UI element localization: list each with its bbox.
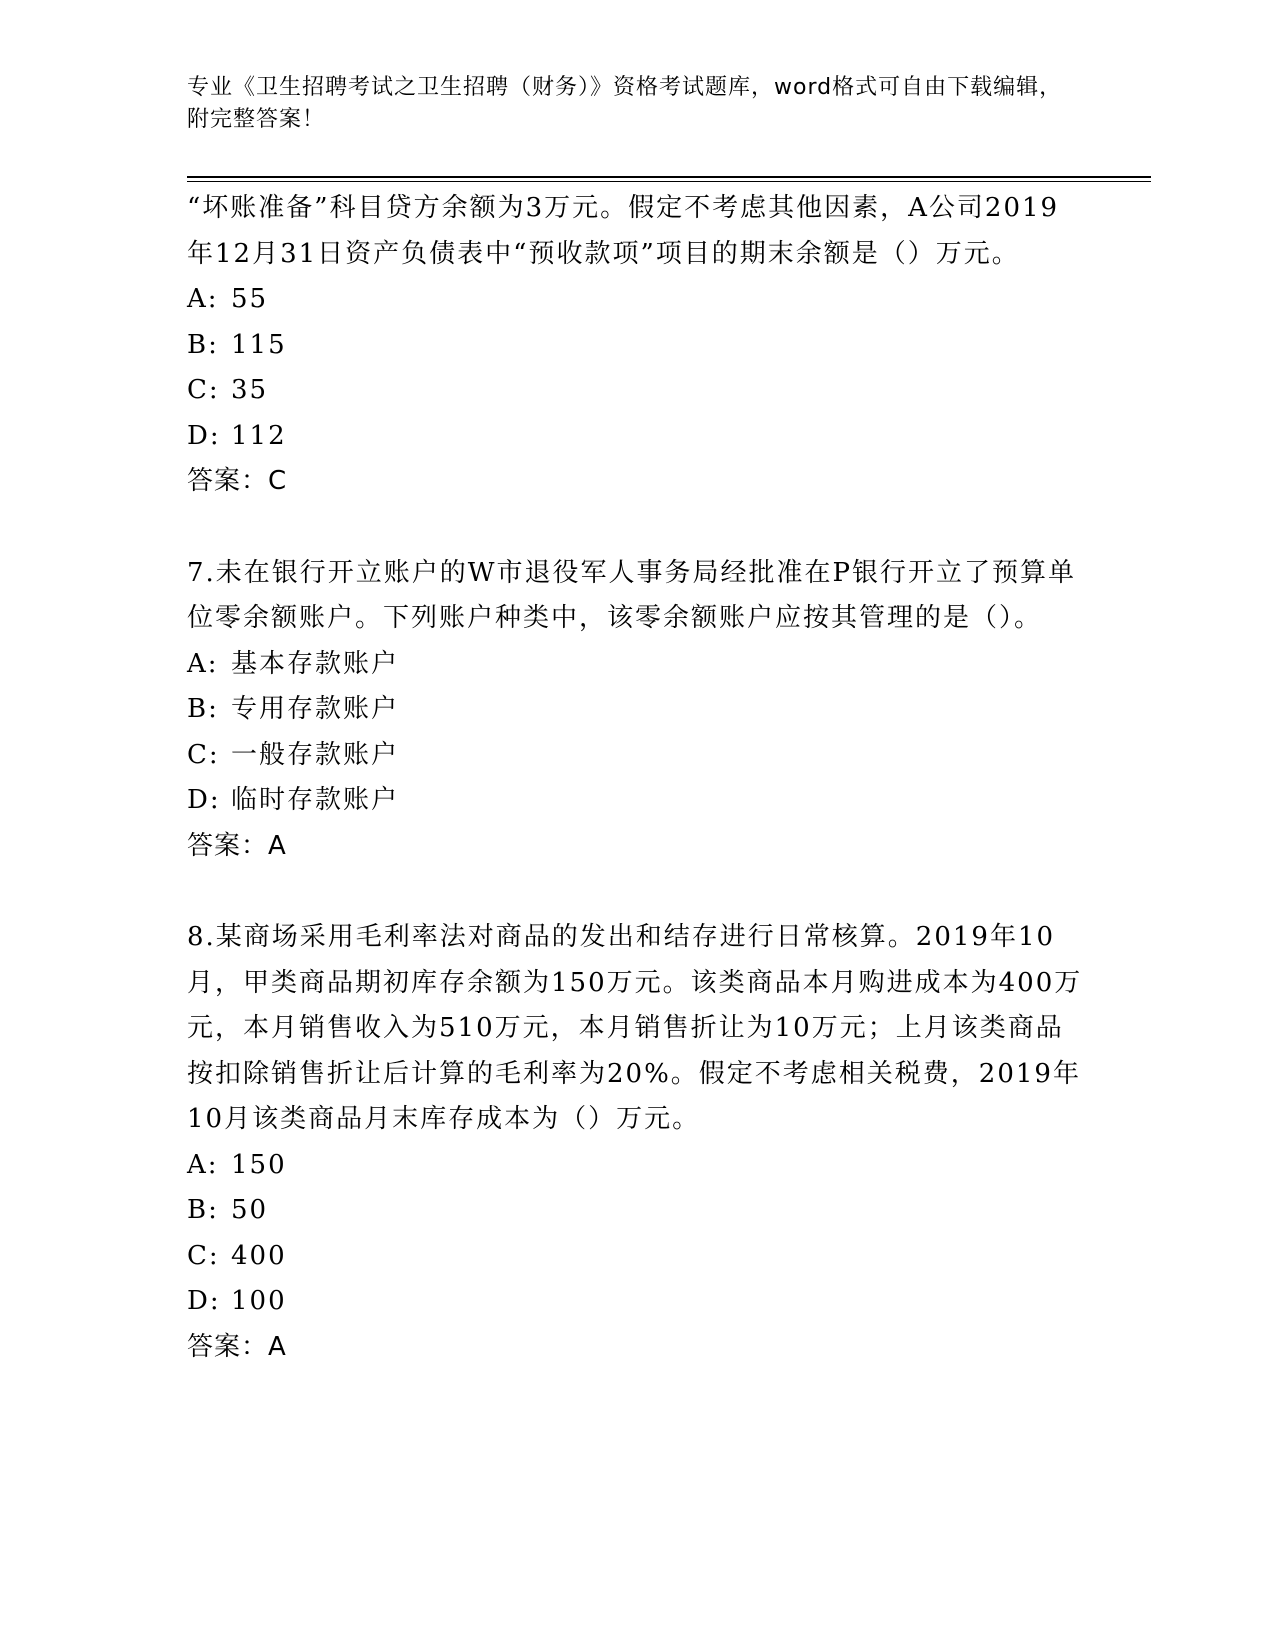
question-7 <box>187 551 1087 870</box>
header-rule-thick <box>187 176 1151 178</box>
answer: 答案：A <box>187 830 287 861</box>
option-c <box>187 733 1087 779</box>
option-b <box>187 1188 1087 1234</box>
option-a <box>187 1143 1087 1189</box>
option-text: 115 <box>231 329 287 360</box>
option-text: 50 <box>231 1195 269 1225</box>
answer: 答案：A <box>187 1331 287 1362</box>
option-label: B: <box>187 1195 219 1225</box>
option-text: 基本存款账户 <box>231 648 400 679</box>
question-text: 8.某商场采用毛利率法对商品的发出和结存进行日常核算。2019年10月，甲类商品期初库存余额为150万元。该类商品本月购进成本为400万元，本月销售收入为510万元，本月销售折让为10万元；上月该类商品按扣除销售折让后计算的毛利率为20%。假定不考虑相关税费，2019年10月该类商品月末库存成本为（）万元。 <box>187 922 1083 1134</box>
option-label: A: <box>187 648 219 679</box>
option-d <box>187 778 1087 824</box>
option-label: D: <box>187 785 221 815</box>
option-text: 150 <box>231 1149 287 1180</box>
option-label: B: <box>187 694 219 724</box>
option-label: A: <box>187 1149 219 1180</box>
question-6 <box>187 186 1087 505</box>
option-a <box>187 277 1087 323</box>
answer: 答案：C <box>187 466 288 496</box>
option-text: 一般存款账户 <box>231 739 400 770</box>
option-d <box>187 414 1087 460</box>
option-text: 专用存款账户 <box>231 694 400 724</box>
question-text: 7.未在银行开立账户的W市退役军人事务局经批准在P银行开立了预算单位零余额账户。下列账户种类中，该零余额账户应按其管理的是（）。 <box>187 557 1077 633</box>
option-text: 35 <box>231 375 269 405</box>
document-header: 专业《卫生招聘考试之卫生招聘（财务）》资格考试题库，word格式可自由下载编辑，附完整答案！ <box>187 75 1063 132</box>
option-label: D: <box>187 1286 221 1316</box>
option-a <box>187 642 1087 688</box>
question-text: “坏账准备”科目贷方余额为3万元。假定不考虑其他因素，A公司2019年12月31日资产负债表中“预收款项”项目的期末余额是（）万元。 <box>187 193 1060 269</box>
option-label: C: <box>187 1240 220 1271</box>
option-label: A: <box>187 284 219 314</box>
option-c <box>187 1234 1087 1280</box>
option-label: D: <box>187 420 221 451</box>
question-8 <box>187 915 1087 1370</box>
option-d <box>187 1279 1087 1325</box>
option-b <box>187 323 1087 369</box>
option-b <box>187 687 1087 733</box>
option-label: B: <box>187 329 219 360</box>
option-text: 临时存款账户 <box>231 785 400 815</box>
header-rule-thin <box>187 181 1151 182</box>
option-label: C: <box>187 375 220 405</box>
option-text: 100 <box>231 1286 287 1316</box>
option-label: C: <box>187 739 220 770</box>
option-text: 400 <box>231 1240 287 1271</box>
option-text: 112 <box>231 420 287 451</box>
question-content <box>187 186 1087 1370</box>
option-c <box>187 368 1087 414</box>
option-text: 55 <box>231 284 269 314</box>
